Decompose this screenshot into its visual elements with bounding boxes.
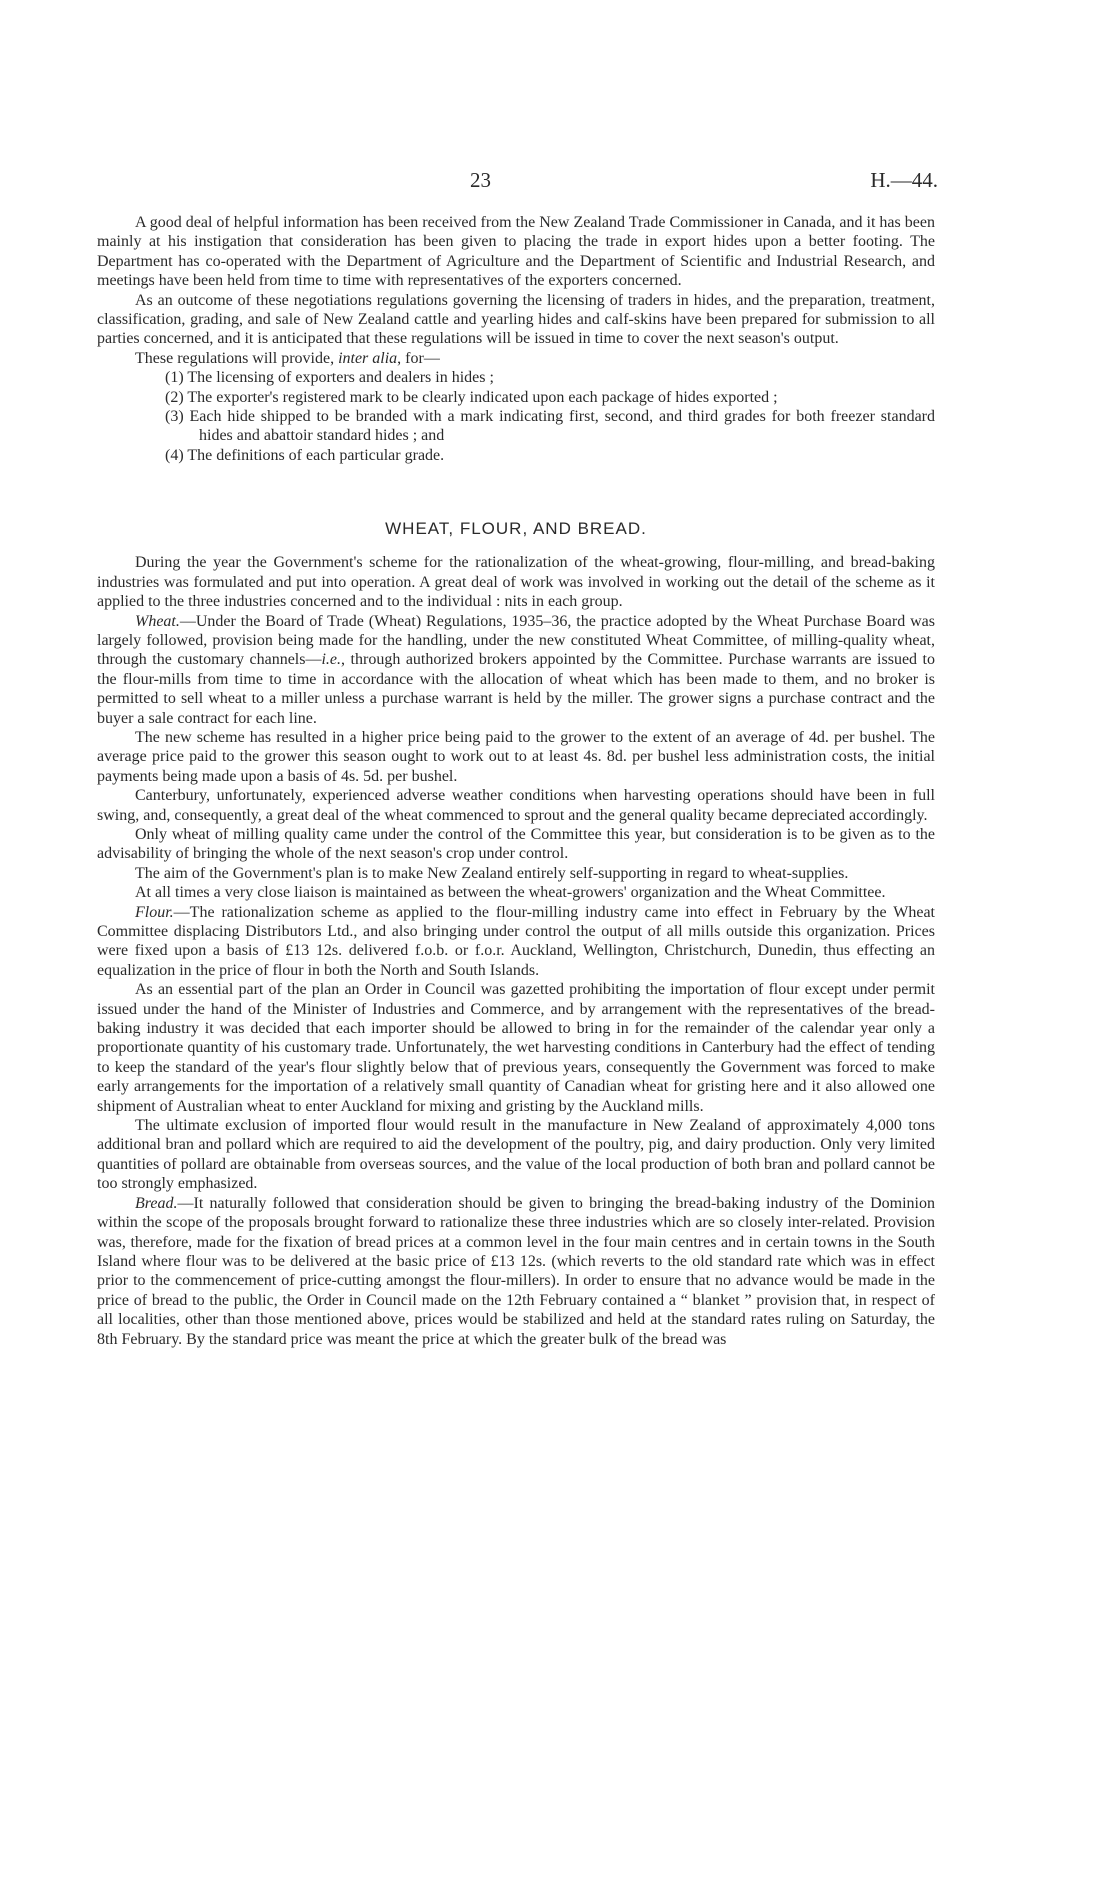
inter-alia-phrase: inter alia xyxy=(338,349,398,367)
page-body xyxy=(97,213,935,1349)
bread-run-in-label: Bread. xyxy=(135,1194,178,1212)
hides-p3-after: , for— xyxy=(397,349,440,367)
regulations-list-item: (4) The definitions of each particular grade. xyxy=(165,446,445,464)
ie-abbreviation: i.e. xyxy=(321,651,342,669)
canterbury-paragraph: Canterbury, unfortunately, experienced adverse weather conditions when harvesting operations should have been in full swing, and, consequently, a great deal of the wheat commenced to sprout and the general quality became depreciated accordingly. xyxy=(97,787,935,824)
flour-run-in-label: Flour. xyxy=(135,903,174,921)
page-header xyxy=(0,168,1114,198)
flour-paragraph xyxy=(97,903,935,981)
hides-paragraph-3 xyxy=(97,349,935,368)
hides-paragraph-2: As an outcome of these negotiations regulations governing the licensing of traders in hides, and the preparation, treatment, classification, grading, and sale of New Zealand cattle and yearling hides and calf-skins have been prepared for submission to all parties concerned, and it is anticipated that these regulations will be issued in time to cover the next season's output. xyxy=(97,291,935,348)
section-heading-wheat-flour-bread: WHEAT, FLOUR, AND BREAD. xyxy=(385,519,647,539)
bread-paragraph xyxy=(97,1194,935,1349)
wheat-run-in-label: Wheat. xyxy=(135,612,180,630)
wheat-text-part-1: —Under the Board of Trade (Wheat) Regulations, 1935–36, the practice adopted by the Wheat Purchase Board was largely followed, provision being made for the handling, under the new constituted Wheat Committee, of milling-quality wheat, through the customary channels— xyxy=(97,612,935,669)
milling-quality-paragraph: Only wheat of milling quality came under the control of the Committee this year, but consideration is to be given as to the advisability of bringing the whole of the next season's crop under control. xyxy=(97,825,935,863)
wheat-paragraph xyxy=(97,612,935,728)
order-in-council-paragraph: As an essential part of the plan an Order in Council was gazetted prohibiting the importation of flour except under permit issued under the hand of the Minister of Industries and Commerce, and by arrangement with the representatives of the bread-baking industry it was decided that each importer should be allowed to bring in for the remainder of the calendar year only a proportionate quantity of his customary trade. Unfortunately, the wet harvesting conditions in Canterbury had the effect of tending to keep the standard of the year's flour slightly below that of previous years, consequently the Government was forced to make early arrangements for the importation of a relatively small quantity of Canadian wheat for gristing here and it also allowed one shipment of Australian wheat to enter Auckland for mixing and gristing by the Auckland mills. xyxy=(97,981,935,1115)
liaison-paragraph: At all times a very close liaison is maintained as between the wheat-growers' organization and the Wheat Committee. xyxy=(135,884,886,902)
government-aim-paragraph: The aim of the Government's plan is to make New Zealand entirely self-supporting in regard to wheat-supplies. xyxy=(135,864,849,882)
page-number: 23 xyxy=(470,168,491,192)
flour-text: —The rationalization scheme as applied to the flour-milling industry came into effect in February by the Wheat Committee displacing Distributors Ltd., and also bringing under control the output of all mills outside this organization. Prices were fixed upon a basis of £13 12s. delivered f.o.b. or f.o.r. Auckland, Wellington, Christchurch, Dunedin, thus effecting an equalization in the price of flour in both the North and South Islands. xyxy=(97,903,935,979)
hides-p3-before: These regulations will provide, xyxy=(135,349,339,367)
regulations-list-item: (2) The exporter's registered mark to be clearly indicated upon each package of hides exported ; xyxy=(165,388,778,406)
wheat-section-intro: During the year the Government's scheme for the rationalization of the wheat-growing, flour-milling, and bread-baking industries was formulated and put into operation. A great deal of work was involved in working out the detail of the scheme as it applied to the three industries concerned and to the individual : nits in each group. xyxy=(97,554,935,611)
regulations-list xyxy=(97,368,935,465)
hides-paragraph-1: A good deal of helpful information has been received from the New Zealand Trade Commissioner in Canada, and it has been mainly at his instigation that consideration has been given to placing the trade in export hides upon a better footing. The Department has co-operated with the Department of Agriculture and the Department of Scientific and Industrial Research, and meetings have been held from time to time with representatives of the exporters concerned. xyxy=(97,214,935,290)
regulations-list-item: (1) The licensing of exporters and dealers in hides ; xyxy=(165,369,494,387)
wheat-text-part-2: , through authorized brokers appointed by the Committee. Purchase warrants are issued to the flour-mills from time to time in accordance with the allocation of wheat which has been made to them, and no broker is permitted to sell wheat to a miller unless a purchase warrant is held by the miller. The grower signs a purchase contract and the buyer a sale contract for each line. xyxy=(97,651,935,727)
regulations-list-item: (3) Each hide shipped to be branded with a mark indicating first, second, and third grades for both freezer standard hides and abattoir standard hides ; and xyxy=(165,408,935,445)
wheat-price-paragraph: The new scheme has resulted in a higher price being paid to the grower to the extent of an average of 4d. per bushel. The average price paid to the grower this season ought to work out to at least 4s. 8d. per bushel less administration costs, the initial payments being made upon a basis of 4s. 5d. per bushel. xyxy=(97,728,935,785)
bran-pollard-paragraph: The ultimate exclusion of imported flour would result in the manufacture in New Zealand of approximately 4,000 tons additional bran and pollard which are required to aid the development of the poultry, pig, and dairy production. Only very limited quantities of pollard are obtainable from overseas sources, and the value of the local production of both bran and pollard cannot be too strongly emphasized. xyxy=(97,1117,935,1193)
document-reference: H.—44. xyxy=(870,168,938,192)
bread-text: —It naturally followed that consideration should be given to bringing the bread-baking industry of the Dominion within the scope of the proposals brought forward to rationalize these three industries which are so closely inter-related. Provision was, therefore, made for the fixation of bread prices at a common level in the four main centres and in certain towns in the South Island where flour was to be delivered at the basic price of £13 12s. (which reverts to the old standard rate which was in effect prior to the commencement of price-cutting amongst the flour-millers). In order to ensure that no advance would be made in the price of bread to the public, the Order in Council made on the 12th February contained a “ blanket ” provision that, in respect of all localities, other than those mentioned above, prices would be stabilized and held at the standard rates ruling on Saturday, the 8th February. By the standard price was meant the price at which the greater bulk of the bread was xyxy=(97,1194,935,1348)
